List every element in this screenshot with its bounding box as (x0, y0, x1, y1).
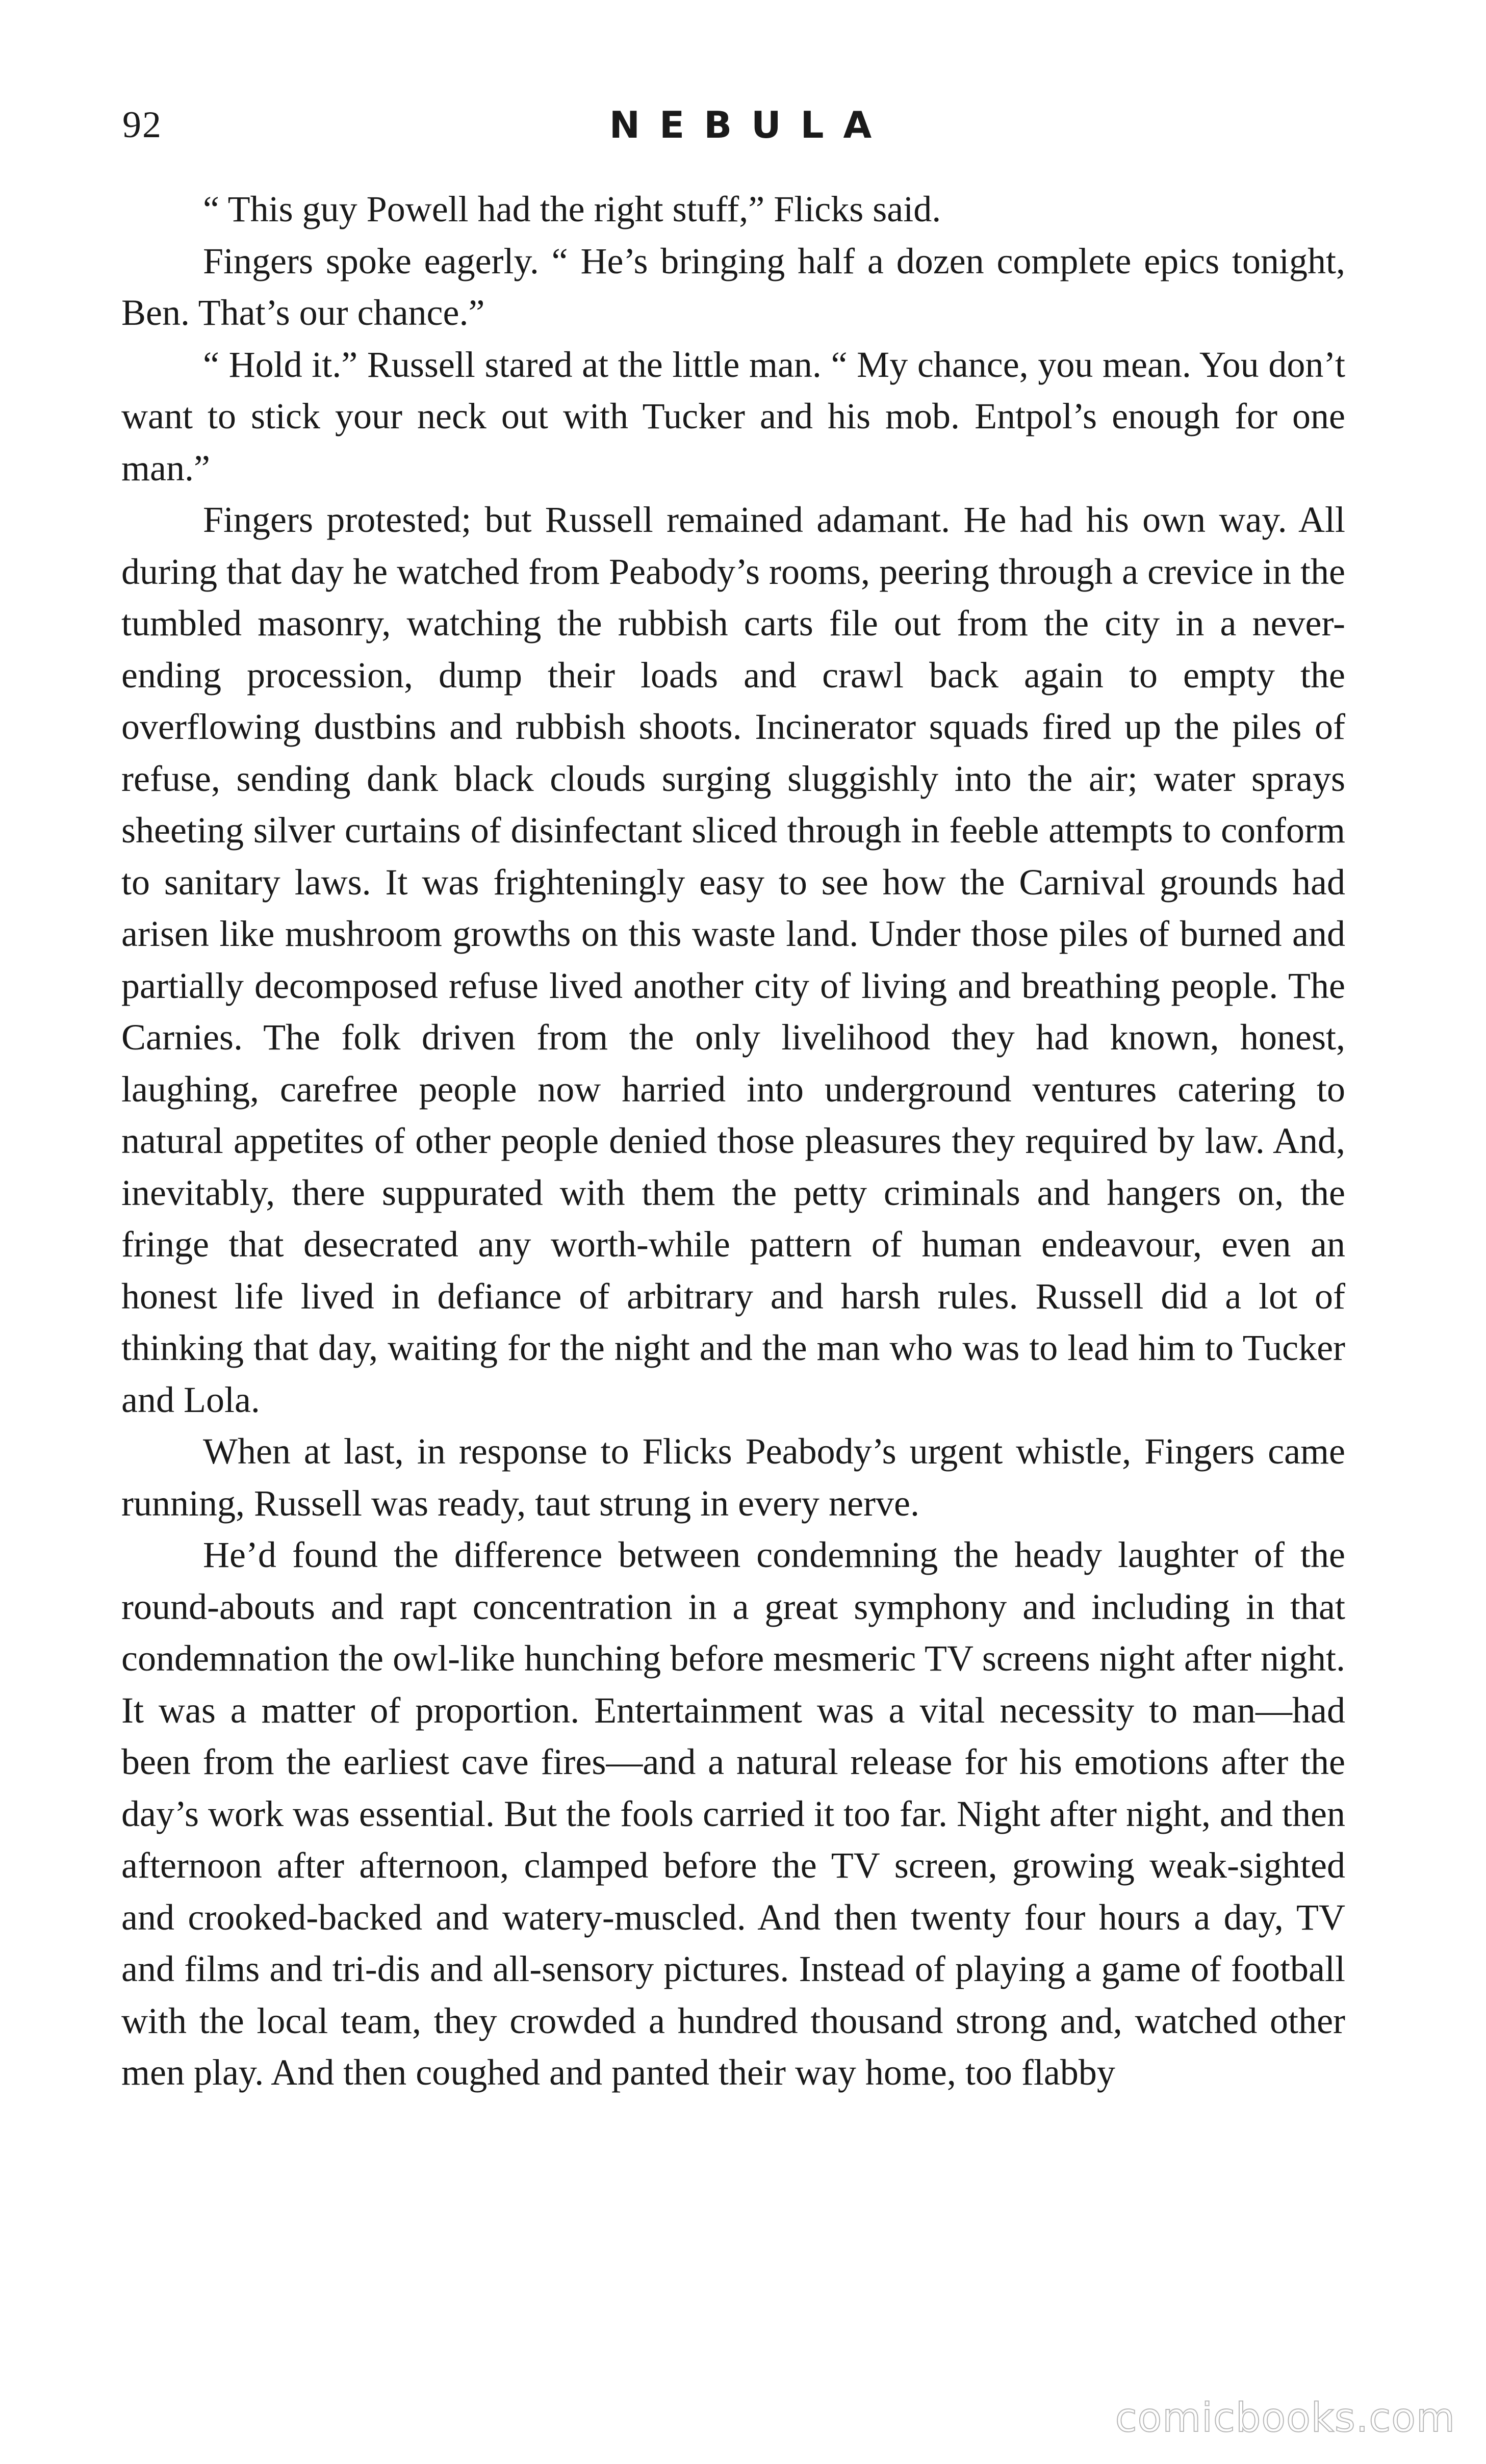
paragraph: Fingers spoke eagerly. “ He’s bringing half a dozen complete epics tonight, Ben. That’s our chance.” (121, 240, 1345, 333)
paragraph: He’d found the difference between condemning the heady laughter of the round-abouts and rapt concentration in a great symphony and including in that condemnation the owl-like hunching before mesmeric TV screens night after night. It was a matter of proportion. Entertainment was a vital necessity to man—had been from the earliest cave fires—and a natural release for his emotions after the day’s work was essential. But the fools carried it too far. Night after night, and then afternoon after afternoon, clamped before the TV screen, growing weak-sighted and crooked-backed and watery-muscled. And then twenty four hours a day, TV and films and tri-dis and all-sensory pictures. Instead of playing a game of football with the local team, they crowded a hundred thousand strong and, watched other men play. And then coughed and panted their way home, too flabby (121, 1534, 1345, 2093)
paragraph: Fingers protested; but Russell remained adamant. He had his own way. All during that day he watched from Peabody’s rooms, peering through a crevice in the tumbled masonry, watching the rubbish carts file out from the city in a never-ending procession, dump their loads and crawl back again to empty the overflowing dustbins and rubbish shoots. Incinerator squads fired up the piles of refuse, sending dank black clouds surging sluggishly into the air; water sprays sheeting silver curtains of disinfectant sliced through in feeble attempts to conform to sanitary laws. It was frighteningly easy to see how the Carnival grounds had arisen like mushroom growths on this waste land. Under those piles of burned and partially decomposed refuse lived another city of living and breathing people. The Carnies. The folk driven from the only livelihood they had known, honest, laughing, carefree people now harried into underground ventures catering to natural appetites of other people denied those pleasures they required by law. And, inevitably, there suppurated with them the petty criminals and hangers on, the fringe that desecrated any worth-while pattern of human endeavour, even an honest life lived in defiance of arbitrary and harsh rules. Russell did a lot of thinking that day, waiting for the night and the man who was to lead him to Tucker and Lola. (121, 499, 1345, 1420)
watermark: comicbooks.com (1115, 2395, 1455, 2441)
body-text (121, 184, 1345, 2099)
paragraph: “ Hold it.” Russell stared at the little man. “ My chance, you mean. You don’t want to stick your neck out with Tucker and his mob. Entpol’s enough for one man.” (121, 344, 1345, 489)
running-head: NEBULA (609, 104, 891, 146)
page-number: 92 (122, 104, 162, 146)
paragraph: When at last, in response to Flicks Peabody’s urgent whistle, Fingers came running, Russell was ready, taut strung in every nerve. (121, 1431, 1345, 1524)
paragraph: “ This guy Powell had the right stuff,” Flicks said. (203, 189, 941, 229)
page-header (122, 97, 1359, 153)
